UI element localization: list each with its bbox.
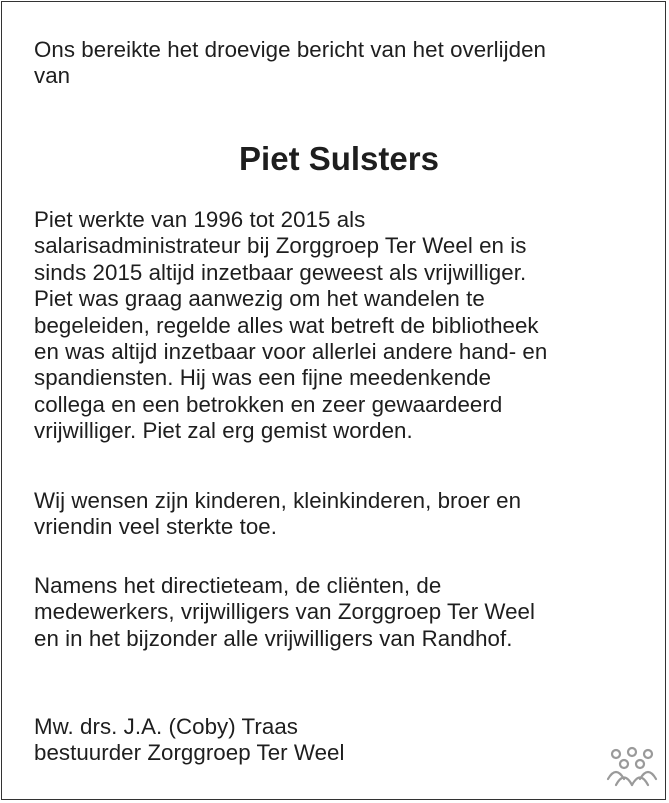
notice-content — [34, 37, 644, 766]
deceased-name: Piet Sulsters — [239, 140, 439, 177]
on-behalf-paragraph: Namens het directieteam, de cliënten, de medewerkers, vrijwilligers van Zorggroep Ter Weel en in het bijzonder alle vrijwilligers van Randhof. — [34, 573, 536, 651]
intro-text: Ons bereikte het droevige bericht van het overlijden van — [34, 37, 547, 89]
people-group-icon — [604, 745, 660, 789]
condolence-paragraph: Wij wensen zijn kinderen, kleinkinderen, broer en vriendin veel sterkte toe. — [34, 488, 522, 540]
signature-block: Mw. drs. J.A. (Coby) Traas bestuurder Zorggroep Ter Weel — [34, 714, 345, 766]
biography-paragraph: Piet werkte van 1996 tot 2015 als salarisadministrateur bij Zorggroep Ter Weel en is sinds 2015 altijd inzetbaar geweest als vrijwilliger. Piet was graag aanwezig om het wandelen te begeleiden, regelde alles wat betreft de bibliotheek en was altijd inzetbaar voor allerlei andere hand- en spandiensten. Hij was een fijne meedenkende collega en een betrokken en zeer gewaardeerd vrijwilliger. Piet zal erg gemist worden. — [34, 207, 548, 444]
